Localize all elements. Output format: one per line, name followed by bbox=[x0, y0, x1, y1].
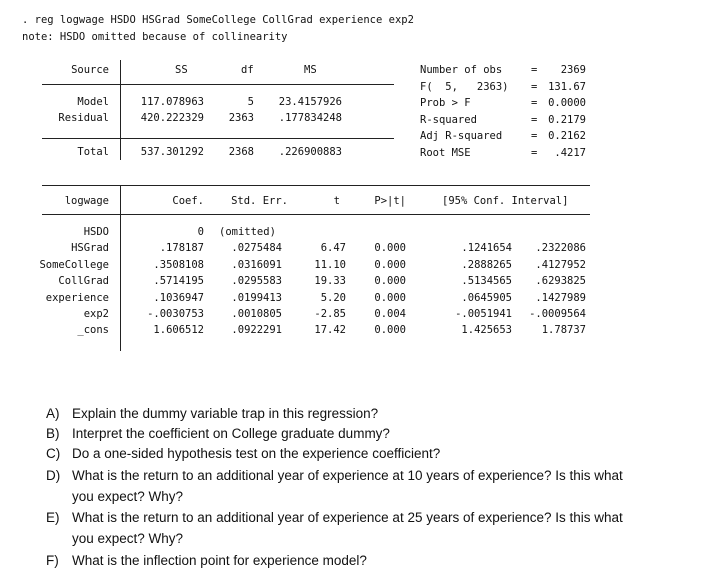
coef-ci-lower: -.0051941 bbox=[455, 308, 512, 320]
coef-value: 1.606512 bbox=[153, 324, 204, 337]
fit-stat-label: Prob > F bbox=[420, 97, 471, 109]
fit-stat-value: .4217 bbox=[554, 146, 586, 159]
coef-value: -.0030753 bbox=[147, 308, 204, 320]
coef-vertical-rule bbox=[120, 186, 121, 351]
anova-header-df: df bbox=[241, 64, 254, 76]
coef-value: 0 bbox=[197, 226, 204, 238]
question-text: Interpret the coefficient on College graduate dummy? bbox=[72, 426, 390, 441]
coef-header-p: P>|t| bbox=[374, 195, 406, 207]
coef-p-value: 0.000 bbox=[374, 275, 406, 288]
question-a bbox=[46, 404, 696, 424]
anova-cell-ms: .177834248 bbox=[278, 112, 342, 124]
coef-variable: HSGrad bbox=[71, 242, 109, 255]
coef-p-value: 0.000 bbox=[374, 291, 406, 304]
coef-t-stat: 17.42 bbox=[314, 324, 346, 337]
anova-header-ms: MS bbox=[304, 64, 317, 76]
fit-stat-value: 0.2162 bbox=[548, 130, 586, 142]
question-f bbox=[46, 551, 696, 571]
anova-total-rule bbox=[42, 138, 394, 139]
coef-ci-lower: 1.425653 bbox=[461, 324, 512, 337]
coef-p-value: 0.000 bbox=[374, 258, 406, 271]
coef-ci-lower: .0645905 bbox=[461, 291, 512, 304]
coef-header-coef: Coef. bbox=[172, 195, 204, 207]
coef-header-ci: [95% Conf. Interval] bbox=[442, 195, 569, 207]
fit-stat-label: Root MSE bbox=[420, 146, 471, 159]
question-text: What is the inflection point for experience model? bbox=[72, 553, 367, 568]
coef-std-err: .0922291 bbox=[231, 324, 282, 337]
fit-stat-equals: = bbox=[531, 97, 538, 109]
coef-ci-upper: .4127952 bbox=[535, 258, 586, 271]
anova-cell-ss: 117.078963 bbox=[140, 96, 204, 108]
coef-value: .3508108 bbox=[153, 258, 204, 271]
question-text: What is the return to an additional year of experience at 25 years of experience? Is this what bbox=[72, 510, 623, 525]
question-label: B) bbox=[46, 426, 60, 441]
coef-variable: exp2 bbox=[83, 308, 109, 320]
anova-cell-ss: 420.222329 bbox=[140, 112, 204, 124]
question-text-continued: you expect? Why? bbox=[72, 531, 184, 546]
fit-stat-label: R-squared bbox=[420, 113, 477, 126]
anova-cell-df: 5 bbox=[247, 96, 254, 108]
coef-ci-lower: .5134565 bbox=[461, 275, 512, 288]
coef-top-rule bbox=[42, 185, 590, 186]
fit-stat-label: Adj R-squared bbox=[420, 130, 503, 142]
stata-command: . reg logwage HSDO HSGrad SomeCollege CollGrad experience exp2 bbox=[22, 14, 414, 26]
coef-t-stat: 5.20 bbox=[320, 291, 346, 304]
question-label: D) bbox=[46, 468, 61, 483]
question-d bbox=[46, 466, 696, 508]
question-text: Explain the dummy variable trap in this regression? bbox=[72, 406, 379, 421]
coef-p-value: 0.000 bbox=[374, 242, 406, 255]
question-c bbox=[46, 444, 696, 464]
coef-value: .5714195 bbox=[153, 275, 204, 288]
coef-std-err: (omitted) bbox=[219, 226, 276, 238]
question-e bbox=[46, 508, 696, 550]
coef-ci-upper: .2322086 bbox=[535, 242, 586, 255]
anova-row-label: Residual bbox=[58, 112, 109, 124]
fit-stat-label: F( 5, 2363) bbox=[420, 80, 509, 93]
coef-header-depvar: logwage bbox=[64, 195, 109, 207]
coef-t-stat: 11.10 bbox=[314, 258, 346, 271]
anova-row-label: Model bbox=[77, 96, 109, 108]
coef-p-value: 0.004 bbox=[374, 308, 406, 320]
anova-header-source: Source bbox=[71, 64, 109, 76]
coef-ci-lower: .1241654 bbox=[461, 242, 512, 255]
coef-std-err: .0010805 bbox=[231, 308, 282, 320]
coef-variable: _cons bbox=[77, 324, 109, 337]
coef-variable: CollGrad bbox=[58, 275, 109, 288]
fit-stat-value: 0.2179 bbox=[548, 113, 586, 126]
anova-header-rule bbox=[42, 84, 394, 85]
coef-ci-upper: -.0009564 bbox=[529, 308, 586, 320]
anova-vertical-rule bbox=[120, 60, 121, 160]
coef-value: .1036947 bbox=[153, 291, 204, 304]
fit-stat-value: 0.0000 bbox=[548, 97, 586, 109]
anova-cell-df: 2363 bbox=[228, 112, 254, 124]
coef-value: .178187 bbox=[159, 242, 204, 255]
anova-cell-df: 2368 bbox=[228, 146, 254, 158]
question-text-continued: you expect? Why? bbox=[72, 489, 184, 504]
question-label: E) bbox=[46, 510, 60, 525]
coef-std-err: .0316091 bbox=[231, 258, 282, 271]
fit-stat-equals: = bbox=[531, 146, 538, 159]
coef-t-stat: 6.47 bbox=[320, 242, 346, 255]
question-text: Do a one-sided hypothesis test on the experience coefficient? bbox=[72, 446, 441, 461]
fit-stat-value: 131.67 bbox=[548, 80, 586, 93]
coef-header-se: Std. Err. bbox=[231, 195, 288, 207]
coef-std-err: .0295583 bbox=[231, 275, 282, 288]
question-label: A) bbox=[46, 406, 60, 421]
coef-std-err: .0275484 bbox=[231, 242, 282, 255]
coef-t-stat: -2.85 bbox=[314, 308, 346, 320]
fit-stat-equals: = bbox=[531, 64, 538, 76]
collinearity-note: note: HSDO omitted because of collinearity bbox=[22, 31, 288, 43]
fit-stat-equals: = bbox=[531, 130, 538, 142]
coef-ci-upper: .1427989 bbox=[535, 291, 586, 304]
anova-cell-ms: 23.4157926 bbox=[278, 96, 342, 108]
coef-t-stat: 19.33 bbox=[314, 275, 346, 288]
coef-header-t: t bbox=[333, 195, 340, 207]
anova-cell-ss: 537.301292 bbox=[140, 146, 204, 158]
fit-stat-equals: = bbox=[531, 80, 538, 93]
fit-stat-label: Number of obs bbox=[420, 64, 503, 76]
coef-variable: experience bbox=[45, 291, 109, 304]
question-label: F) bbox=[46, 553, 59, 568]
coef-std-err: .0199413 bbox=[231, 291, 282, 304]
coef-ci-upper: 1.78737 bbox=[541, 324, 586, 337]
coef-ci-upper: .6293825 bbox=[535, 275, 586, 288]
anova-cell-ms: .226900883 bbox=[278, 146, 342, 158]
fit-stat-equals: = bbox=[531, 113, 538, 126]
coef-ci-lower: .2888265 bbox=[461, 258, 512, 271]
anova-header-ss: SS bbox=[175, 64, 188, 76]
question-text: What is the return to an additional year of experience at 10 years of experience? Is this what bbox=[72, 468, 623, 483]
coef-variable: SomeCollege bbox=[39, 258, 109, 271]
coef-p-value: 0.000 bbox=[374, 324, 406, 337]
anova-row-label: Total bbox=[77, 146, 109, 158]
question-b bbox=[46, 424, 696, 444]
question-label: C) bbox=[46, 446, 61, 461]
coef-variable: HSDO bbox=[83, 226, 109, 238]
fit-stat-value: 2369 bbox=[560, 64, 586, 76]
coef-header-rule bbox=[42, 214, 590, 215]
